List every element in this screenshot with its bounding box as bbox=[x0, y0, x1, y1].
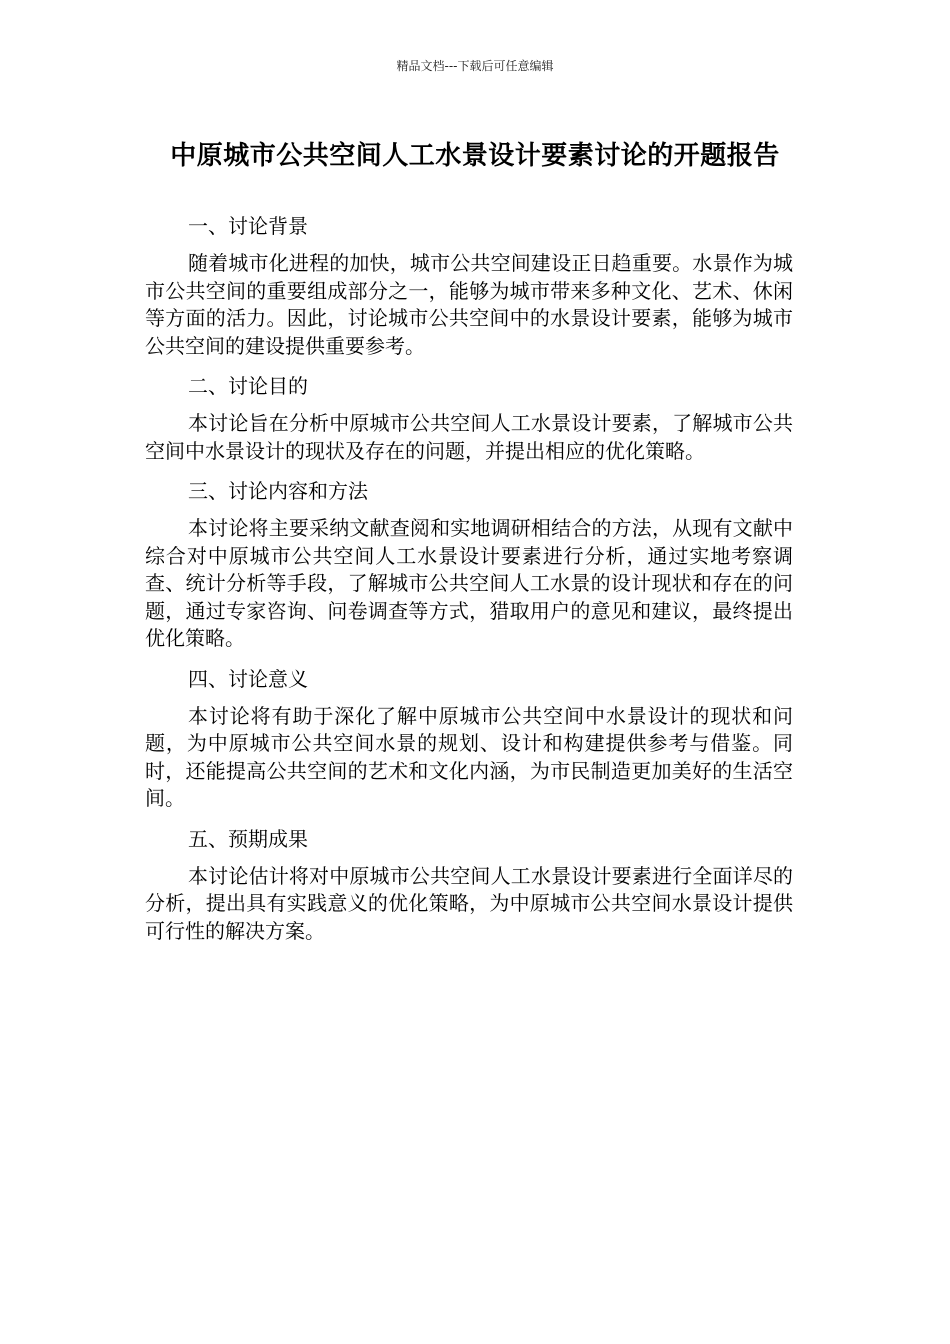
section-purpose bbox=[145, 372, 793, 465]
section-heading: 五、预期成果 bbox=[188, 826, 308, 851]
section-heading: 二、讨论目的 bbox=[188, 374, 308, 398]
running-header: 精品文档---下载后可任意编辑 bbox=[396, 59, 554, 73]
document-body bbox=[145, 212, 793, 957]
section-paragraph: 本讨论将有助于深化了解中原城市公共空间中水景设计的现状和问题，为中原城市公共空间水景的规划、设计和构建提供参考与借鉴。同时，还能提高公共空间的艺术和文化内涵，为市民制造更加美好的生活空间。 bbox=[145, 703, 793, 810]
section-background bbox=[145, 212, 793, 360]
section-heading: 一、讨论背景 bbox=[188, 214, 308, 238]
section-paragraph: 本讨论旨在分析中原城市公共空间人工水景设计要素，了解城市公共空间中水景设计的现状及存在的问题，并提出相应的优化策略。 bbox=[145, 411, 793, 463]
section-heading: 三、讨论内容和方法 bbox=[188, 479, 368, 503]
document-title: 中原城市公共空间人工水景设计要素讨论的开题报告 bbox=[170, 141, 780, 171]
section-expected-results bbox=[145, 825, 793, 946]
section-content-methods bbox=[145, 477, 793, 653]
section-significance bbox=[145, 665, 793, 813]
section-paragraph: 本讨论估计将对中原城市公共空间人工水景设计要素进行全面详尽的分析，提出具有实践意义的优化策略，为中原城市公共空间水景设计提供可行性的解决方案。 bbox=[145, 863, 793, 943]
section-heading: 四、讨论意义 bbox=[188, 666, 308, 691]
section-paragraph: 随着城市化进程的加快，城市公共空间建设正日趋重要。水景作为城市公共空间的重要组成部分之一，能够为城市带来多种文化、艺术、休闲等方面的活力。因此，讨论城市公共空间中的水景设计要素，能够为城市公共空间的建设提供重要参考。 bbox=[145, 251, 793, 358]
section-paragraph: 本讨论将主要采纳文献查阅和实地调研相结合的方法，从现有文献中综合对中原城市公共空间人工水景设计要素进行分析，通过实地考察调查、统计分析等手段，了解城市公共空间人工水景的设计现状和存在的问题，通过专家咨询、问卷调查等方式，猎取用户的意见和建议，最终提出优化策略。 bbox=[145, 516, 793, 650]
